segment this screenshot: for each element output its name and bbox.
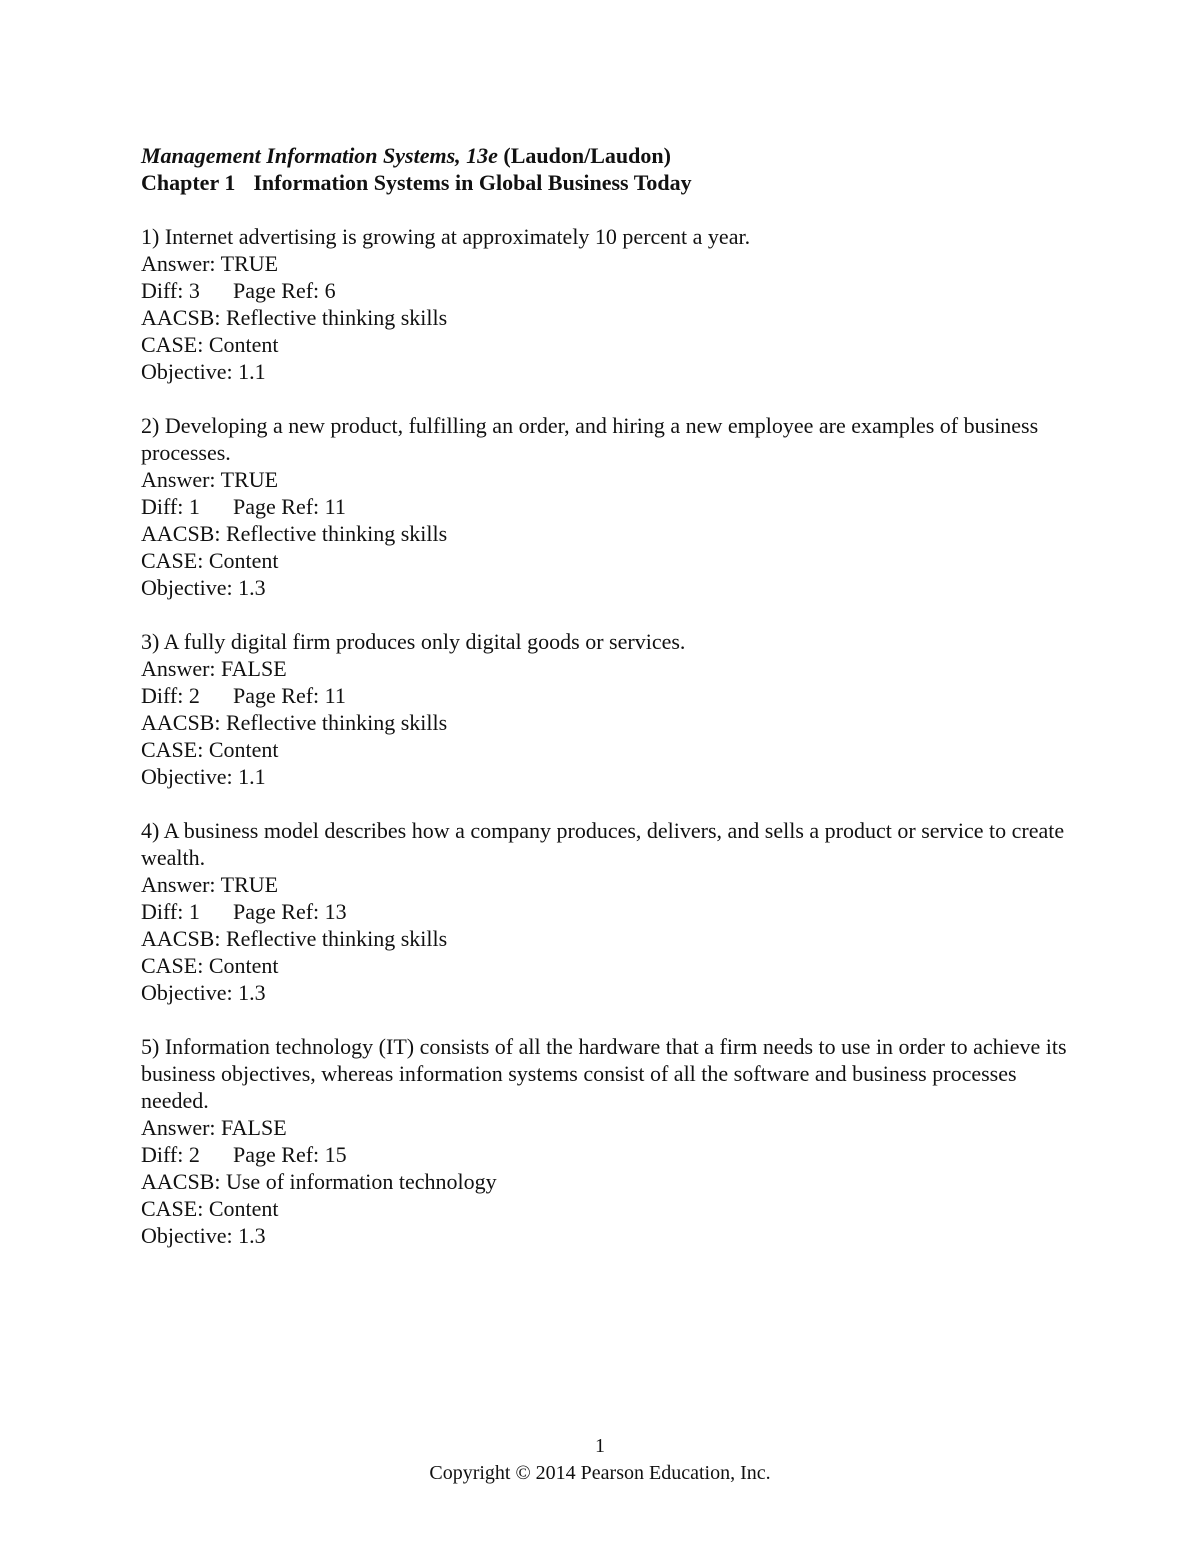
aacsb-value: Reflective thinking skills (225, 305, 448, 330)
question-1 (141, 223, 1071, 385)
aacsb-line: AACSB: Use of information technology (141, 1169, 497, 1194)
question-4 (141, 817, 1071, 1006)
book-authors: (Laudon/Laudon) (497, 143, 671, 168)
aacsb-line: AACSB: Reflective thinking skills (141, 521, 448, 546)
case-value: Content (208, 548, 279, 573)
chapter-label: Chapter 1 (141, 170, 236, 195)
answer-line: Answer: TRUE (141, 872, 279, 897)
case-line: CASE: Content (141, 737, 279, 762)
diff-value: 3 (188, 278, 200, 303)
page-ref-value: 6 (324, 278, 336, 303)
chapter-heading (141, 169, 1071, 196)
case-value: Content (208, 1196, 279, 1221)
answer-value: TRUE (220, 872, 279, 897)
objective-value: 1.3 (238, 980, 266, 1005)
page-content (141, 142, 1071, 1276)
answer-line: Answer: TRUE (141, 251, 279, 276)
case-value: Content (208, 332, 279, 357)
case-line: CASE: Content (141, 953, 279, 978)
case-value: Content (208, 737, 279, 762)
objective-value: 1.1 (238, 359, 266, 384)
question-text: 4) A business model describes how a company produces, delivers, and sells a product or service to create wealth. (141, 818, 1065, 870)
answer-value: FALSE (221, 1115, 287, 1140)
diff-value: 1 (188, 899, 200, 924)
diff-line: Diff: 3 Page Ref: 6 (141, 278, 336, 303)
question-3 (141, 628, 1071, 790)
chapter-title: Information Systems in Global Business Today (253, 170, 692, 195)
objective-value: 1.1 (238, 764, 266, 789)
book-title: Management Information Systems, 13e (141, 143, 498, 168)
answer-line: Answer: TRUE (141, 467, 279, 492)
diff-line: Diff: 2 Page Ref: 11 (141, 683, 346, 708)
answer-value: FALSE (221, 656, 287, 681)
case-value: Content (208, 953, 279, 978)
aacsb-value: Reflective thinking skills (225, 710, 448, 735)
diff-value: 1 (188, 494, 200, 519)
page-ref-value: 13 (324, 899, 347, 924)
question-text: 1) Internet advertising is growing at approximately 10 percent a year. (141, 224, 751, 249)
aacsb-line: AACSB: Reflective thinking skills (141, 710, 448, 735)
objective-value: 1.3 (238, 575, 266, 600)
book-title-line (141, 142, 1071, 169)
question-2 (141, 412, 1071, 601)
objective-line: Objective: 1.1 (141, 359, 266, 384)
case-line: CASE: Content (141, 548, 279, 573)
aacsb-value: Reflective thinking skills (225, 926, 448, 951)
aacsb-line: AACSB: Reflective thinking skills (141, 305, 448, 330)
objective-line: Objective: 1.3 (141, 980, 266, 1005)
objective-value: 1.3 (238, 1223, 266, 1248)
copyright-notice: Copyright © 2014 Pearson Education, Inc. (429, 1462, 771, 1484)
objective-line: Objective: 1.1 (141, 764, 266, 789)
question-text: 3) A fully digital firm produces only digital goods or services. (141, 629, 686, 654)
page-ref-value: 11 (324, 683, 346, 708)
diff-value: 2 (188, 683, 200, 708)
question-5 (141, 1033, 1071, 1249)
objective-line: Objective: 1.3 (141, 575, 266, 600)
diff-line: Diff: 1 Page Ref: 13 (141, 899, 347, 924)
aacsb-value: Reflective thinking skills (225, 521, 448, 546)
diff-value: 2 (188, 1142, 200, 1167)
answer-line: Answer: FALSE (141, 656, 287, 681)
question-text: 2) Developing a new product, fulfilling an order, and hiring a new employee are examples of business processes. (141, 413, 1039, 465)
case-line: CASE: Content (141, 1196, 279, 1221)
answer-value: TRUE (220, 467, 279, 492)
page-ref-value: 15 (324, 1142, 347, 1167)
question-text: 5) Information technology (IT) consists of all the hardware that a firm needs to use in order to achieve its business objectives, whereas information systems consist of all the software and business processes needed. (141, 1034, 1067, 1113)
page-ref-value: 11 (324, 494, 346, 519)
case-line: CASE: Content (141, 332, 279, 357)
aacsb-line: AACSB: Reflective thinking skills (141, 926, 448, 951)
diff-line: Diff: 1 Page Ref: 11 (141, 494, 346, 519)
page-number: 1 (595, 1435, 605, 1457)
answer-value: TRUE (220, 251, 279, 276)
answer-line: Answer: FALSE (141, 1115, 287, 1140)
aacsb-value: Use of information technology (225, 1169, 497, 1194)
objective-line: Objective: 1.3 (141, 1223, 266, 1248)
diff-line: Diff: 2 Page Ref: 15 (141, 1142, 347, 1167)
